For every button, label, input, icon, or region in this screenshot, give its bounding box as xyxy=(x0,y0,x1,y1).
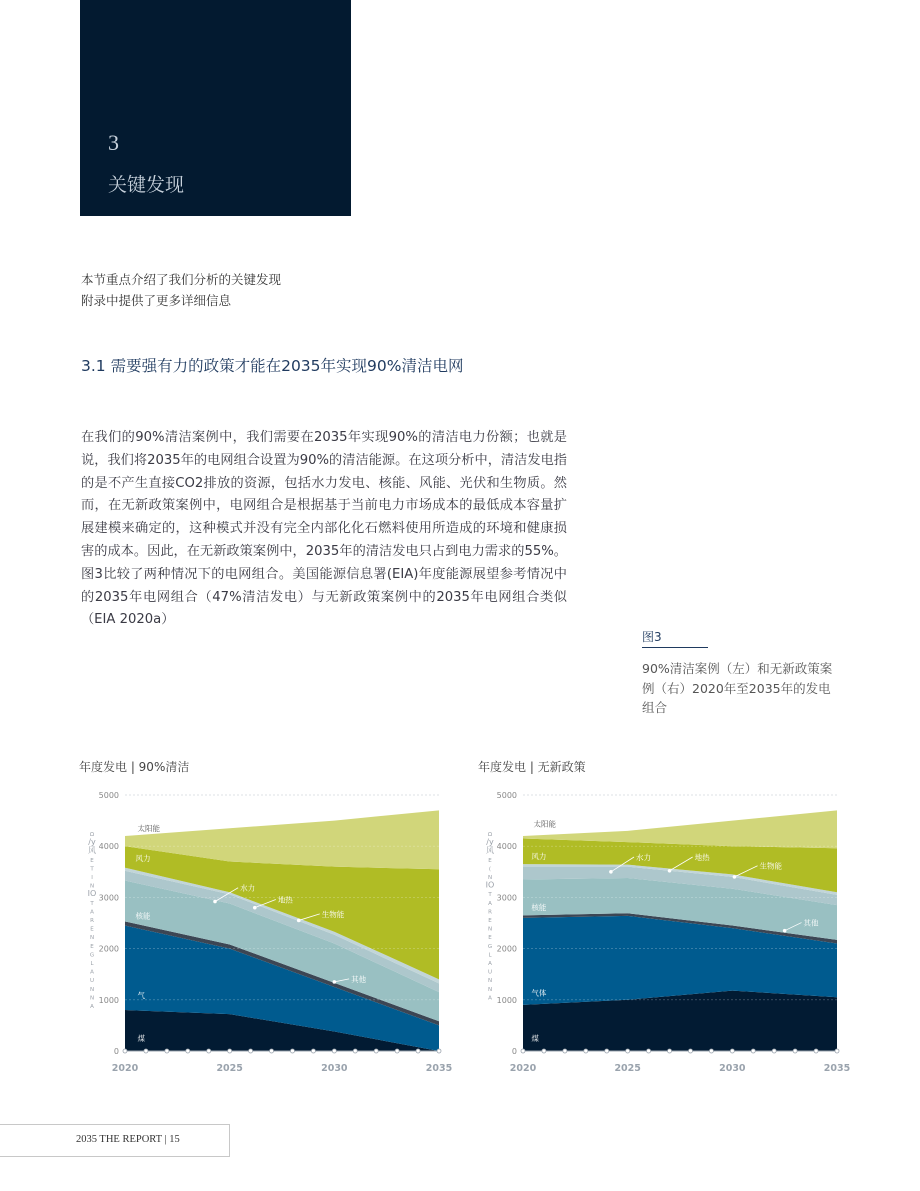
y-axis-label-char: N xyxy=(487,926,493,933)
callout-label: 其他 xyxy=(351,974,367,984)
callout-dot xyxy=(609,870,613,874)
y-tick-label: 1000 xyxy=(496,995,517,1005)
callout-dot xyxy=(253,906,257,910)
series-label: 核能 xyxy=(531,903,547,913)
y-axis-label-char: N xyxy=(487,875,493,881)
year-marker xyxy=(730,1049,734,1053)
year-marker xyxy=(709,1049,713,1053)
year-marker xyxy=(521,1049,525,1053)
y-axis-label-char: G xyxy=(89,952,95,959)
y-tick-label: 0 xyxy=(511,1047,517,1056)
section-number: 3 xyxy=(108,130,119,155)
callout-dot xyxy=(213,900,217,904)
y-axis-label-char: E xyxy=(90,857,94,864)
y-axis-label-char: E xyxy=(488,918,492,924)
section-title: 关键发现 xyxy=(108,174,185,196)
generation-chart-no-new-policy xyxy=(478,780,858,1080)
y-axis-label-char: E xyxy=(488,857,492,864)
year-marker xyxy=(626,1049,630,1053)
year-marker xyxy=(395,1049,399,1053)
year-marker xyxy=(270,1049,274,1053)
year-marker xyxy=(332,1049,336,1053)
series-label: 风力 xyxy=(135,854,151,864)
y-axis-label-char: /y xyxy=(486,837,494,847)
year-marker xyxy=(605,1049,609,1053)
year-marker xyxy=(228,1049,232,1053)
y-axis-label-char: A xyxy=(488,961,492,967)
year-marker xyxy=(186,1049,190,1053)
year-marker xyxy=(353,1049,357,1053)
callout-label: 地热 xyxy=(694,853,710,863)
y-axis-label-char: /y xyxy=(88,837,96,847)
y-tick-label: 2000 xyxy=(98,944,119,954)
figure-rule xyxy=(642,647,708,648)
year-marker xyxy=(542,1049,546,1053)
year-marker xyxy=(584,1049,588,1053)
year-marker xyxy=(647,1049,651,1053)
y-axis-label-char: T xyxy=(90,866,94,873)
y-tick-label: 5000 xyxy=(98,791,119,800)
y-axis-label-char: A xyxy=(90,909,94,916)
series-label: 风力 xyxy=(531,852,547,861)
y-tick-label: 5000 xyxy=(496,791,517,800)
chart-title-right: 年度发电 | 无新政策 xyxy=(478,760,586,774)
figure-label: 图3 xyxy=(642,630,662,644)
year-marker xyxy=(374,1049,378,1053)
intro-line: 本节重点介绍了我们分析的关键发现 xyxy=(81,272,282,287)
chart-title-left: 年度发电 | 90%清洁 xyxy=(79,760,190,774)
y-axis-label-char: L xyxy=(488,952,492,959)
callout-dot xyxy=(733,875,737,879)
y-axis-label-char: A xyxy=(90,1004,94,1010)
y-axis-label-char: IO xyxy=(87,889,97,899)
generation-chart-90-clean xyxy=(80,780,460,1080)
y-axis-label-char: N xyxy=(89,986,95,993)
y-tick-label: 4000 xyxy=(98,842,119,852)
y-tick-label: 3000 xyxy=(98,893,119,903)
x-tick-label: 2025 xyxy=(614,1063,641,1074)
year-marker xyxy=(311,1049,315,1053)
year-marker xyxy=(249,1049,253,1053)
year-marker xyxy=(751,1049,755,1053)
year-marker xyxy=(814,1049,818,1053)
intro-line: 附录中提供了更多详细信息 xyxy=(81,293,232,308)
section-header-block xyxy=(80,0,351,216)
y-axis-label-char: E xyxy=(90,943,94,950)
y-axis-label-char: N xyxy=(487,986,493,993)
y-axis-label-char: A xyxy=(488,995,492,1002)
x-tick-label: 2035 xyxy=(425,1063,453,1074)
series-label: 气 xyxy=(137,990,146,1000)
year-marker xyxy=(668,1049,672,1053)
y-axis-label-char: N xyxy=(89,995,95,1002)
x-tick-label: 2035 xyxy=(823,1063,851,1074)
y-tick-label: 4000 xyxy=(496,842,517,852)
figure-caption: 90%清洁案例（左）和无新政策案例（右）2020年至2035年的发电组合 xyxy=(642,661,833,715)
callout-label: 其他 xyxy=(803,918,819,928)
series-label: 煤 xyxy=(531,1033,539,1043)
body-paragraph: 在我们的90%清洁案例中，我们需要在2035年实现90%的清洁电力份额；也就是说，我们将2035年的电网组合设置为90%的清洁能源。在这项分析中，清洁发电指的是不产生直接CO2排放的资源，包括水力发电、核能、风能、光伏和生物质。然而，在无新政策案例中，电网组合是根据基于当前电力市场成本的最低成本容量扩展建模来确定的，这种模式并没有完全内部化化石燃料使用所造成的环境和健康损害的成本。因此，在无新政策案例中，2035年的清洁发电只占到电力需求的55%。图3比较了两种情况下的电网组合。美国能源信息署(EIA)年度能源展望参考情况中的2035年电网组合（47%清洁发电）与无新政策案例中的2035年电网组合类似（EIA 2020a） xyxy=(81,430,567,628)
year-marker xyxy=(437,1049,441,1053)
callout-dot xyxy=(668,869,672,873)
y-axis-label-char: N xyxy=(487,978,493,985)
y-axis-label-char: N xyxy=(89,883,95,890)
callout-label: 水力 xyxy=(636,853,652,863)
y-tick-label: 3000 xyxy=(496,893,517,903)
x-tick-label: 2030 xyxy=(321,1063,348,1074)
callout-dot xyxy=(297,919,301,923)
callout-label: 地热 xyxy=(277,895,293,905)
callout-label: 水力 xyxy=(240,883,256,893)
y-axis-label-char: IO xyxy=(485,880,495,890)
x-tick-label: 2020 xyxy=(111,1063,139,1074)
year-marker xyxy=(835,1049,839,1053)
y-tick-label: 2000 xyxy=(496,944,517,954)
series-label: 核能 xyxy=(135,911,151,921)
y-axis-label-char: T xyxy=(90,900,94,907)
series-label: 气体 xyxy=(531,988,547,998)
series-label: 煤 xyxy=(137,1033,146,1043)
y-axis-label-char: R xyxy=(90,918,94,924)
y-axis-label-char: Ω xyxy=(89,832,95,838)
series-label: 太阳能 xyxy=(533,819,556,829)
year-marker xyxy=(144,1049,148,1053)
year-marker xyxy=(290,1049,294,1053)
y-axis-label-char: 风 xyxy=(486,846,494,856)
callout-label: 生物能 xyxy=(321,909,345,919)
year-marker xyxy=(793,1049,797,1053)
y-axis-label-char: G xyxy=(487,943,493,950)
y-axis-label-char: Ω xyxy=(487,832,493,838)
year-marker xyxy=(416,1049,420,1053)
y-axis-label-char: A xyxy=(488,900,492,907)
y-axis-label-char: R xyxy=(488,909,492,916)
x-tick-label: 2025 xyxy=(216,1063,243,1074)
year-marker xyxy=(688,1049,692,1053)
y-axis-label-char: I xyxy=(91,875,93,881)
y-axis-label-char: A xyxy=(90,969,94,976)
page-footer: 2035 THE REPORT | 15 xyxy=(76,1134,180,1145)
y-axis-label-char: U xyxy=(487,969,493,976)
series-label: 太阳能 xyxy=(137,823,161,833)
year-marker xyxy=(207,1049,211,1053)
year-marker xyxy=(165,1049,169,1053)
x-tick-label: 2020 xyxy=(509,1063,537,1074)
subsection-heading: 3.1 需要强有力的政策才能在2035年实现90%清洁电网 xyxy=(81,357,464,375)
y-axis-label-char: N xyxy=(89,935,95,942)
callout-dot xyxy=(333,980,337,984)
section-intro xyxy=(81,269,281,311)
y-tick-label: 1000 xyxy=(98,995,119,1005)
y-tick-label: 0 xyxy=(113,1047,119,1056)
y-axis-label-char: ( xyxy=(488,866,492,873)
y-axis-label-char: L xyxy=(90,961,94,967)
y-axis-label-char: U xyxy=(89,978,95,985)
y-axis-label-char: E xyxy=(90,926,94,933)
callout-label: 生物能 xyxy=(759,861,783,871)
x-tick-label: 2030 xyxy=(719,1063,746,1074)
year-marker xyxy=(772,1049,776,1053)
y-axis-label-char: 风 xyxy=(88,846,96,856)
year-marker xyxy=(123,1049,127,1053)
y-axis-label-char: T xyxy=(488,892,492,899)
year-marker xyxy=(563,1049,567,1053)
callout-dot xyxy=(783,929,787,933)
y-axis-label-char: E xyxy=(488,935,492,942)
